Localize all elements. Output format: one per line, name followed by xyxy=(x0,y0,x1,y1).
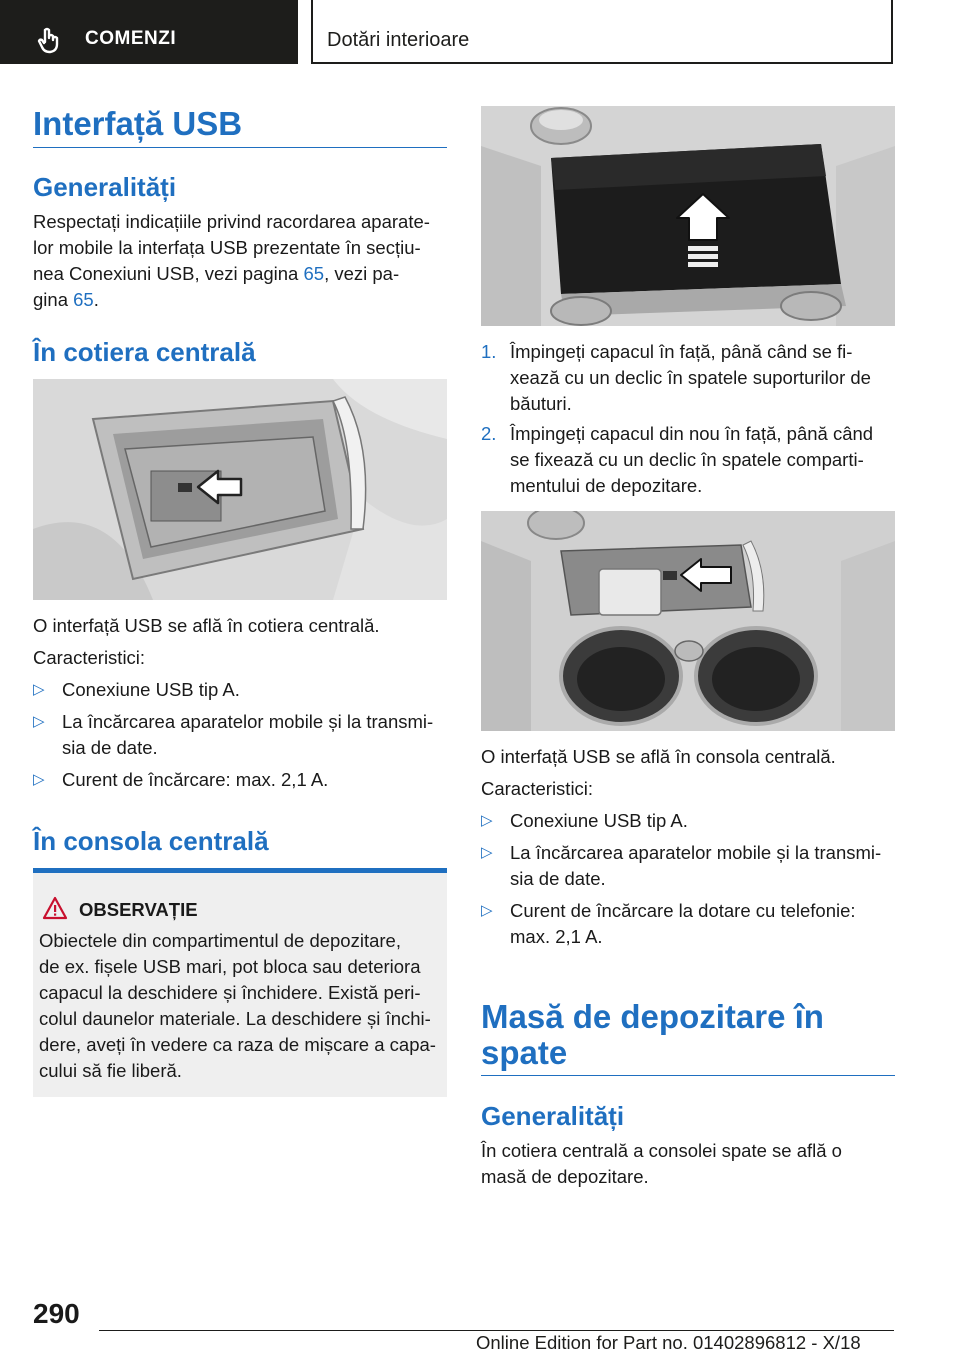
page-title: Interfață USB xyxy=(33,105,243,142)
hand-pointer-icon xyxy=(36,27,64,55)
console-usb-photo xyxy=(481,511,895,731)
warning-body: Obiectele din compartimentul de depozitare, de ex. fișele USB mari, pot bloca sau deteriora capacul la deschidere și închidere. Există peri‐ colul daunelor materiale. La deschidere și închi‐ dere, aveți în vedere ca raza de mișcare a capa‐ cului să fie liberă. xyxy=(39,930,436,1081)
list-item: ▷ Conexiune USB tip A. xyxy=(481,808,895,834)
armrest-heading: În cotiera centrală xyxy=(33,337,256,367)
list-item: ▷ Curent de încărcare la dotare cu telefonie: max. 2,1 A. xyxy=(481,900,856,947)
armrest-usb-photo xyxy=(33,379,447,600)
footer-edition: Online Edition for Part no. 01402896812 - X/18 xyxy=(476,1332,861,1353)
general-line-2: lor mobile la interfața USB prezentate în secțiu‐ xyxy=(33,237,421,258)
storage-general-heading: Generalități xyxy=(481,1101,625,1131)
list-item: ▷ Conexiune USB tip A. xyxy=(33,677,447,703)
step-number: 2. xyxy=(481,423,497,444)
triangle-bullet-icon: ▷ xyxy=(33,713,45,730)
general-heading: Generalități xyxy=(33,172,177,202)
list-item: ▷ La încărcarea aparatelor mobile și la transmi‐ sia de date. xyxy=(481,842,882,889)
chapter-tab[interactable] xyxy=(0,0,298,64)
section-title: Dotări interioare xyxy=(327,29,470,51)
title-rule xyxy=(481,1075,895,1076)
list-item: ▷ Curent de încărcare: max. 2,1 A. xyxy=(33,767,447,793)
storage-table-title-line-2: spate xyxy=(481,1034,568,1071)
list-item: 2. Împingeți capacul din nou în față, până când se fixează cu un declic în spatele comparti‐ mentului de depozitare. xyxy=(481,423,874,496)
storage-table-title-line-1: Masă de depozitare în xyxy=(481,998,824,1035)
triangle-bullet-icon: ▷ xyxy=(481,902,493,919)
general-line-3: nea Conexiuni USB, vezi pagina 65, vezi pa‐ xyxy=(33,263,400,284)
storage-general-line-2: masă de depozitare. xyxy=(481,1166,649,1187)
list-item: 1. Împingeți capacul în față, până când se fi‐ xează cu un declic în spatele suporturilor de băuturi. xyxy=(481,341,871,414)
footer-rule xyxy=(99,1330,894,1331)
section-header xyxy=(311,0,893,64)
armrest-caption: O interfață USB se află în cotiera centrală. xyxy=(33,615,380,636)
warning-triangle-icon xyxy=(42,896,68,920)
general-line-1: Respectați indicațiile privind racordarea aparate‐ xyxy=(33,211,430,232)
triangle-bullet-icon: ▷ xyxy=(481,812,493,829)
warning-box xyxy=(33,868,447,1097)
chapter-tab-label: COMENZI xyxy=(85,28,177,49)
triangle-bullet-icon: ▷ xyxy=(481,844,493,861)
warning-title: OBSERVAȚIE xyxy=(79,899,198,920)
storage-general-line-1: În cotiera centrală a consolei spate se află o xyxy=(481,1140,842,1161)
console-heading: În consola centrală xyxy=(33,826,269,856)
title-rule xyxy=(33,147,447,148)
step-number: 1. xyxy=(481,341,497,362)
armrest-features-label: Caracteristici: xyxy=(33,647,146,668)
list-item: ▷ La încărcarea aparatelor mobile și la transmi‐ sia de date. xyxy=(33,711,434,758)
page-ref-link-2[interactable]: 65 xyxy=(73,289,94,310)
console-cover-photo xyxy=(481,106,895,326)
page-number: 290 xyxy=(33,1298,80,1329)
triangle-bullet-icon: ▷ xyxy=(33,771,45,788)
triangle-bullet-icon: ▷ xyxy=(33,681,45,698)
console-features-label: Caracteristici: xyxy=(481,778,594,799)
general-line-4: gina 65. xyxy=(33,289,99,310)
page-ref-link-1[interactable]: 65 xyxy=(303,263,325,284)
console-caption: O interfață USB se află în consola centrală. xyxy=(481,746,836,767)
